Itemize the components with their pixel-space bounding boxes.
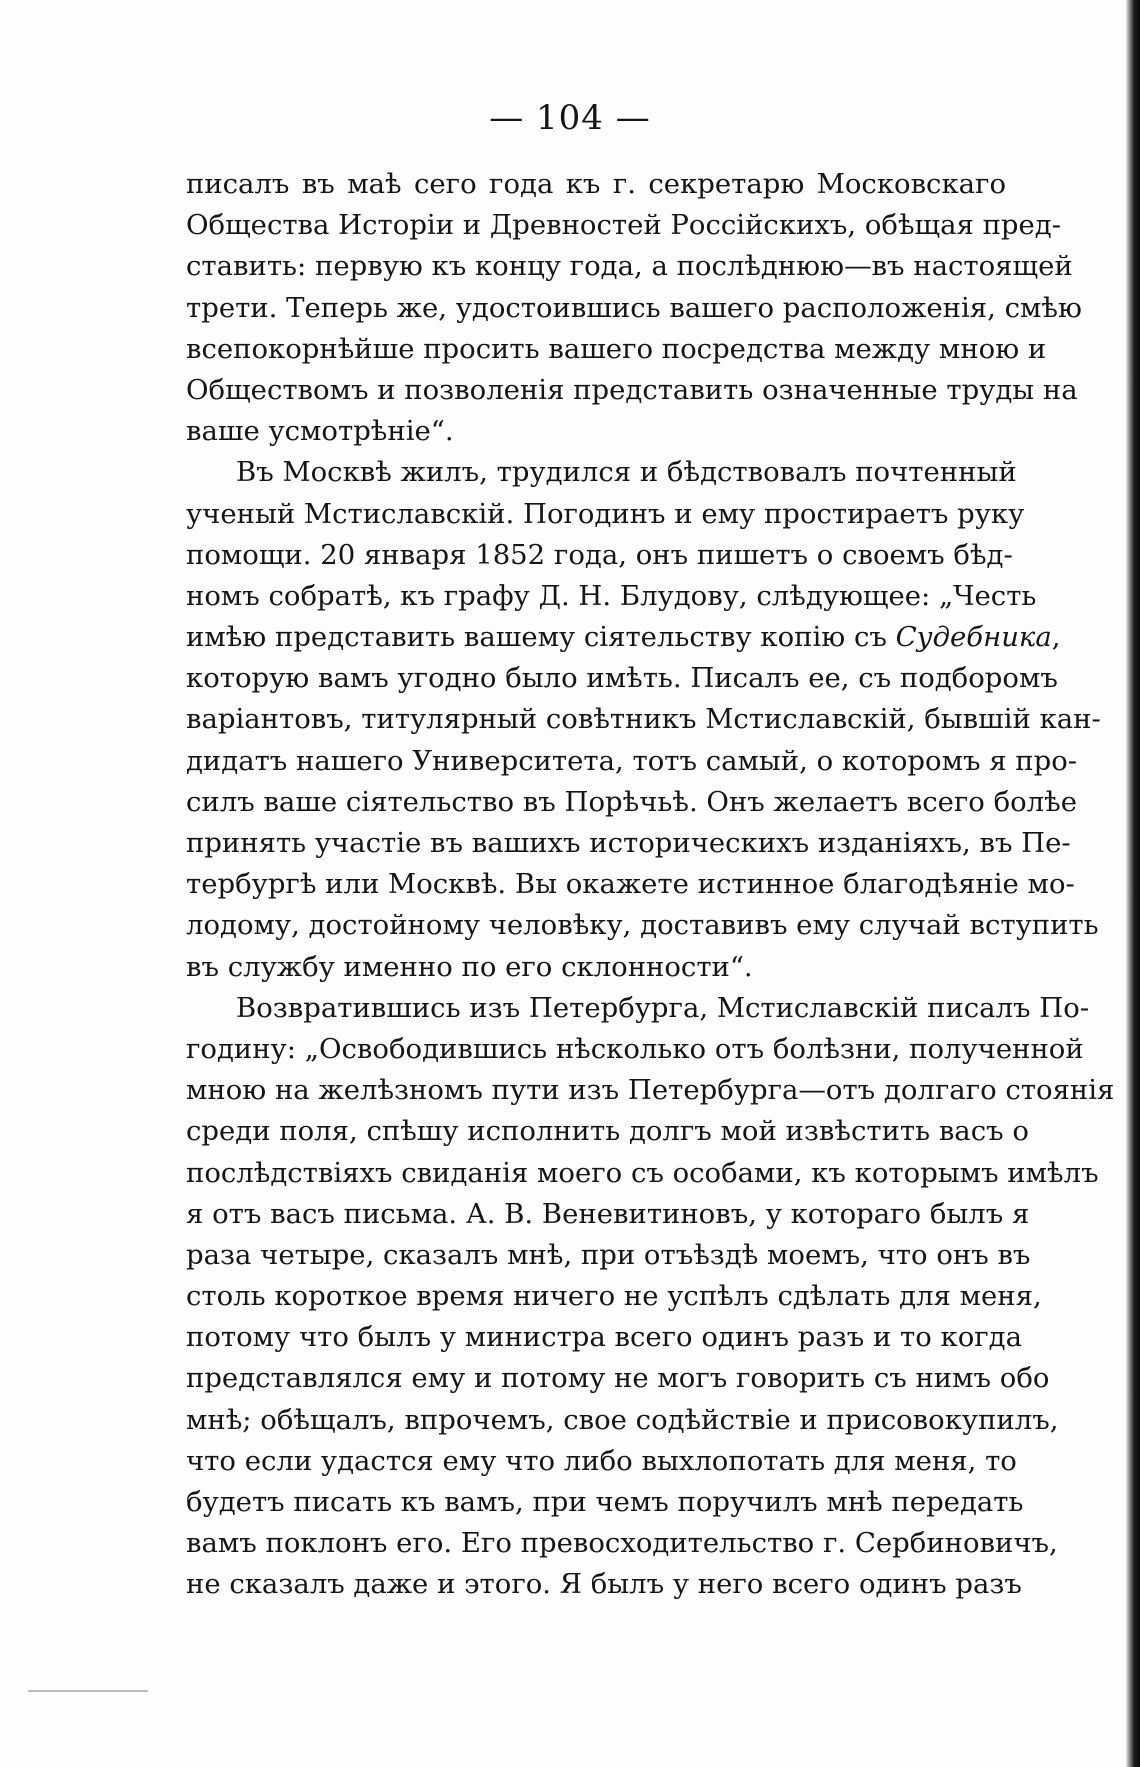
text-line: помощи. 20 января 1852 года, онъ пишетъ о своемъ бѣд-	[186, 538, 1013, 571]
text-line: дидатъ нашего Университета, тотъ самый, о которомъ я про-	[186, 744, 1078, 777]
text-line: въ службу именно по его склонности“.	[186, 950, 753, 983]
scan-artifact-mark	[28, 1690, 148, 1692]
text-line: будетъ писать къ вамъ, при чемъ поручилъ мнѣ передать	[186, 1486, 1024, 1518]
text-line: потому что былъ у министра всего одинъ разъ и то когда	[186, 1321, 1023, 1354]
text-line: силъ ваше сіятельство въ Порѣчьѣ. Онъ желаетъ всего болѣе	[186, 785, 1078, 818]
text-line: Общества Исторіи и Древностей Россійскихъ, обѣщая пред-	[186, 209, 1062, 242]
text-line: среди поля, спѣшу исполнить долгъ мой извѣстить васъ о	[186, 1115, 1029, 1148]
page-binding-edge	[1126, 0, 1140, 1767]
text-line: всепокорнѣйше просить вашего посредства между мною и	[186, 332, 1047, 365]
text-line: не сказалъ даже и этого. Я былъ у него всего одинъ разъ	[186, 1568, 1022, 1601]
text-line: ученый Мстиславскій. Погодинъ и ему простираетъ руку	[186, 497, 1025, 530]
text-line: ваше усмотрѣніе“.	[186, 415, 454, 448]
text-line: Обществомъ и позволенія представить означенные труды на	[186, 373, 1078, 406]
text-line: варіантовъ, титулярный совѣтникъ Мстиславскій, бывшій кан-	[186, 703, 1101, 736]
text-line: номъ собратѣ, къ графу Д. Н. Блудову, слѣдующее: „Честь	[186, 579, 1037, 612]
text-line: тербургѣ или Москвѣ. Вы окажете истинное благодѣяніе мо-	[186, 868, 1075, 901]
text-line: Въ Москвѣ жилъ, трудился и бѣдствовалъ почтенный	[236, 456, 1017, 489]
text-line: принять участіе въ вашихъ историческихъ изданіяхъ, въ Пе-	[186, 827, 1071, 859]
page-text	[186, 164, 1115, 1606]
text-line: мнѣ; обѣщалъ, впрочемъ, свое содѣйствіе и присовокупилъ,	[186, 1403, 1059, 1436]
text-line: раза четыре, сказалъ мнѣ, при отъѣздѣ моемъ, что онъ въ	[186, 1238, 1031, 1271]
text-line: мною на желѣзномъ пути изъ Петербурга—отъ долгаго стоянія	[186, 1074, 1115, 1107]
text-line: Возвратившись изъ Петербурга, Мстиславскій писалъ По-	[236, 991, 1090, 1024]
text-line: представлялся ему и потому не могъ говорить съ нимъ обо	[186, 1362, 1050, 1395]
text-line: которую вамъ угодно было имѣть. Писалъ ее, съ подборомъ	[186, 662, 1058, 695]
text-line: что если удастся ему что либо выхлопотать для меня, то	[186, 1444, 1017, 1477]
text-line: лодому, достойному человѣку, доставивъ ему случай вступить	[186, 909, 1099, 942]
text-line italic-line: имѣю представить вашему сіятельству копію съ Судебника,	[186, 621, 1061, 654]
text-line: вамъ поклонъ его. Его превосходительство г. Сербиновичъ,	[186, 1527, 1058, 1560]
text-line: годину: „Освободившись нѣсколько отъ болѣзни, полученной	[186, 1032, 1084, 1065]
text-line: я отъ васъ письма. А. В. Веневитиновъ, у котораго былъ я	[186, 1197, 1030, 1230]
page-number: — 104 —	[489, 98, 651, 138]
text-line: ставить: первую къ концу года, а послѣднюю—въ настоящей	[186, 250, 1073, 283]
text-line: трети. Теперь же, удостоившись вашего расположенія, смѣю	[186, 291, 1082, 324]
book-title-italic: Судебника	[895, 621, 1052, 654]
text-line: писалъ въ маѣ сего года къ г. секретарю Московскаго	[186, 168, 1006, 200]
text-line: столь короткое время ничего не успѣлъ сдѣлать для меня,	[186, 1280, 1042, 1313]
text-line: послѣдствіяхъ свиданія моего съ особами, къ которымъ имѣлъ	[186, 1156, 1099, 1189]
